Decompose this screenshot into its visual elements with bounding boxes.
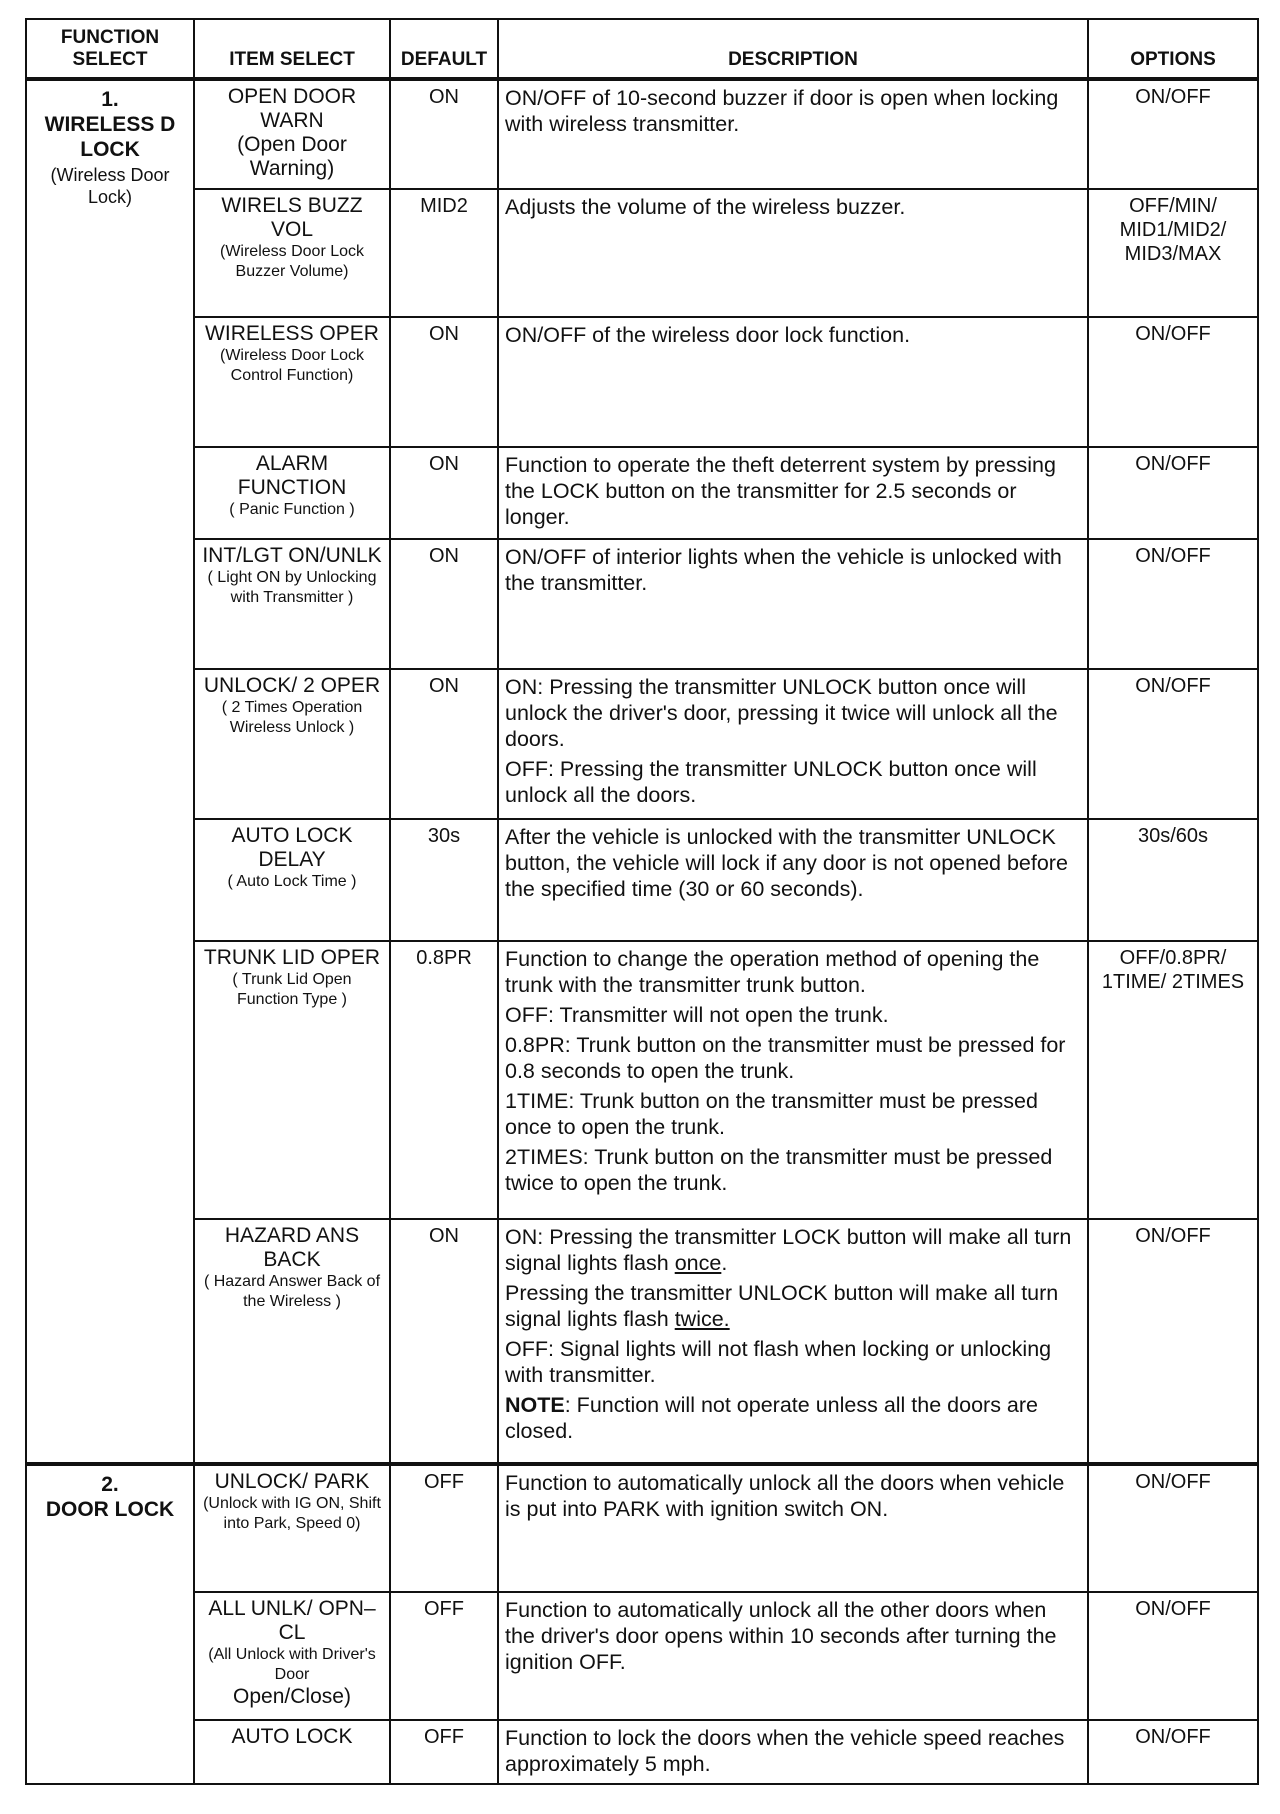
description-text-part: ON: Pressing the transmitter LOCK button will make all turn signal lights flash <box>505 1225 1072 1275</box>
table-row <box>26 539 1258 669</box>
default-cell <box>390 1219 498 1464</box>
options-cell <box>1088 1592 1258 1720</box>
description-text: Function to operate the theft deterrent system by pressing the LOCK button on the transmitter for 2.5 seconds or longer. <box>505 453 1056 529</box>
item-subtitle: (Wireless Door Lock Buzzer Volume) <box>219 243 365 280</box>
options-value: ON/OFF <box>1135 453 1211 475</box>
description-cell <box>498 819 1088 941</box>
options-value: ON/OFF <box>1135 675 1211 697</box>
options-cell <box>1088 941 1258 1219</box>
note-label: NOTE <box>505 1393 565 1417</box>
options-value: OFF/0.8PR/ 1TIME/ 2TIMES <box>1101 947 1245 993</box>
settings-table-document <box>25 18 1257 1785</box>
options-value: ON/OFF <box>1135 1598 1211 1620</box>
default-cell <box>390 79 498 189</box>
header-description: DESCRIPTION <box>498 19 1088 79</box>
underlined-word: twice. <box>674 1307 730 1331</box>
default-cell <box>390 317 498 447</box>
description-text: 2TIMES: Trunk button on the transmitter must be pressed twice to open the trunk. <box>505 1145 1053 1195</box>
underlined-word: once <box>674 1251 722 1275</box>
description-text: Function to automatically unlock all the other doors when the driver's door opens within 10 seconds after turning the ignition OFF. <box>505 1598 1057 1674</box>
item-cell <box>194 189 390 317</box>
item-cell <box>194 1219 390 1464</box>
description-cell <box>498 317 1088 447</box>
description-cell <box>498 539 1088 669</box>
table-row <box>26 941 1258 1219</box>
function-cell-wireless-d-lock <box>26 79 194 1464</box>
description-cell <box>498 447 1088 539</box>
item-subtitle: ( Auto Lock Time ) <box>227 873 357 890</box>
description-text: Function to lock the doors when the vehicle speed reaches approximately 5 mph. <box>505 1726 1065 1776</box>
description-cell <box>498 669 1088 819</box>
table-row <box>26 1592 1258 1720</box>
item-cell <box>194 539 390 669</box>
item-name: OPEN DOOR WARN <box>227 85 357 132</box>
table-row <box>26 819 1258 941</box>
options-cell <box>1088 1219 1258 1464</box>
options-cell <box>1088 669 1258 819</box>
function-cell-door-lock <box>26 1464 194 1784</box>
item-subtitle: ( 2 Times Operation Wireless Unlock ) <box>221 699 363 736</box>
default-value: 0.8PR <box>416 947 472 969</box>
description-text <box>505 1224 1081 1276</box>
item-cell <box>194 941 390 1219</box>
options-cell <box>1088 1464 1258 1592</box>
item-subtitle: (Open Door Warning) <box>237 133 347 180</box>
options-value: ON/OFF <box>1135 86 1211 108</box>
item-name: UNLOCK/ PARK <box>214 1470 370 1493</box>
options-cell <box>1088 1720 1258 1784</box>
item-cell <box>194 1464 390 1592</box>
description-cell <box>498 79 1088 189</box>
item-name: WIRELS BUZZ VOL <box>221 194 363 241</box>
description-text: OFF: Pressing the transmitter UNLOCK button once will unlock all the doors. <box>505 757 1037 807</box>
options-cell <box>1088 79 1258 189</box>
header-item-select: ITEM SELECT <box>194 19 390 79</box>
table-row <box>26 447 1258 539</box>
default-cell <box>390 669 498 819</box>
default-cell <box>390 819 498 941</box>
table-row <box>26 1720 1258 1784</box>
item-cell <box>194 1592 390 1720</box>
options-value: ON/OFF <box>1135 1471 1211 1493</box>
header-default: DEFAULT <box>390 19 498 79</box>
item-subtitle: (All Unlock with Driver's Door <box>208 1646 376 1683</box>
item-subtitle: ( Light ON by Unlocking with Transmitter ) <box>207 569 377 606</box>
header-function-select: FUNCTION SELECT <box>26 19 194 79</box>
default-value: OFF <box>424 1726 464 1748</box>
options-value: ON/OFF <box>1135 1225 1211 1247</box>
description-text-part: Pressing the transmitter UNLOCK button will make all turn signal lights flash <box>505 1281 1059 1331</box>
description-text <box>505 1280 1081 1332</box>
options-cell <box>1088 189 1258 317</box>
options-value: ON/OFF <box>1135 1726 1211 1748</box>
table-row <box>26 1464 1258 1592</box>
item-cell <box>194 447 390 539</box>
options-value: OFF/MIN/ MID1/MID2/ MID3/MAX <box>1119 195 1227 265</box>
item-name: ALL UNLK/ OPN–CL <box>208 1597 376 1644</box>
item-cell <box>194 819 390 941</box>
default-cell <box>390 941 498 1219</box>
item-name: WIRELESS OPER <box>205 322 379 345</box>
description-text: 1TIME: Trunk button on the transmitter must be pressed once to open the trunk. <box>505 1089 1038 1139</box>
description-text: Function to automatically unlock all the doors when vehicle is put into PARK with ignition switch ON. <box>505 1471 1065 1521</box>
options-value: ON/OFF <box>1135 323 1211 345</box>
function-number: 1. <box>101 88 119 111</box>
options-cell <box>1088 819 1258 941</box>
description-text: ON: Pressing the transmitter UNLOCK button once will unlock the driver's door, pressing it twice will unlock all the doors. <box>505 675 1058 751</box>
description-cell <box>498 189 1088 317</box>
options-value: ON/OFF <box>1135 545 1211 567</box>
description-text: OFF: Transmitter will not open the trunk. <box>505 1003 889 1027</box>
item-name: HAZARD ANS BACK <box>224 1224 360 1271</box>
description-text: 0.8PR: Trunk button on the transmitter must be pressed for 0.8 seconds to open the trunk. <box>505 1033 1066 1083</box>
item-name: UNLOCK/ 2 OPER <box>203 674 381 697</box>
options-cell <box>1088 539 1258 669</box>
default-value: OFF <box>424 1598 464 1620</box>
description-cell <box>498 1464 1088 1592</box>
default-value: 30s <box>427 825 461 847</box>
description-text: ON/OFF of 10-second buzzer if door is open when locking with wireless transmitter. <box>505 86 1059 136</box>
options-cell <box>1088 317 1258 447</box>
options-cell <box>1088 447 1258 539</box>
function-name: DOOR LOCK <box>45 1498 175 1521</box>
description-text: ON/OFF of the wireless door lock function. <box>505 323 911 347</box>
function-subtitle: (Wireless Door Lock) <box>50 165 170 207</box>
item-cell <box>194 1720 390 1784</box>
default-value: ON <box>429 86 459 108</box>
default-cell <box>390 1592 498 1720</box>
description-text: OFF: Signal lights will not flash when locking or unlocking with transmitter. <box>505 1337 1052 1387</box>
default-value: ON <box>429 1225 459 1247</box>
description-text: ON/OFF of interior lights when the vehicle is unlocked with the transmitter. <box>505 545 1062 595</box>
item-name: TRUNK LID OPER <box>203 946 381 969</box>
item-subtitle-continued: Open/Close) <box>233 1685 351 1708</box>
description-text: After the vehicle is unlocked with the transmitter UNLOCK button, the vehicle will lock if any door is not opened before the specified time (30 or 60 seconds). <box>505 825 1068 901</box>
options-value: 30s/60s <box>1137 825 1209 847</box>
header-options: OPTIONS <box>1088 19 1258 79</box>
description-cell <box>498 1219 1088 1464</box>
item-subtitle: (Unlock with IG ON, Shift into Park, Speed 0) <box>203 1495 381 1532</box>
header-row <box>26 19 1258 79</box>
function-number: 2. <box>101 1473 119 1496</box>
default-cell <box>390 1720 498 1784</box>
item-name: INT/LGT ON/UNLK <box>202 544 382 567</box>
table-row <box>26 1219 1258 1464</box>
default-value: ON <box>429 675 459 697</box>
item-name: ALARM FUNCTION <box>237 452 347 499</box>
customization-table <box>25 18 1259 1785</box>
table-row <box>26 79 1258 189</box>
default-value: ON <box>429 453 459 475</box>
item-name: AUTO LOCK DELAY <box>231 824 353 871</box>
description-text: Adjusts the volume of the wireless buzzer. <box>505 195 906 219</box>
note-body: : Function will not operate unless all the doors are closed. <box>505 1393 1038 1443</box>
default-cell <box>390 189 498 317</box>
description-text-part: . <box>721 1251 728 1275</box>
table-row <box>26 669 1258 819</box>
item-subtitle: (Wireless Door Lock Control Function) <box>219 347 365 384</box>
item-name: AUTO LOCK <box>231 1725 353 1748</box>
default-value: ON <box>429 545 459 567</box>
function-name: WIRELESS D LOCK <box>44 113 176 161</box>
table-row <box>26 189 1258 317</box>
item-subtitle: ( Trunk Lid Open Function Type ) <box>232 971 352 1008</box>
description-text: Function to change the operation method of opening the trunk with the transmitter trunk button. <box>505 947 1040 997</box>
item-subtitle: ( Hazard Answer Back of the Wireless ) <box>203 1273 381 1310</box>
note-text <box>505 1392 1081 1444</box>
description-cell <box>498 1720 1088 1784</box>
item-subtitle: ( Panic Function ) <box>229 501 355 518</box>
item-cell <box>194 669 390 819</box>
default-value: MID2 <box>420 195 468 217</box>
default-cell <box>390 539 498 669</box>
item-cell <box>194 79 390 189</box>
table-row <box>26 317 1258 447</box>
default-cell <box>390 447 498 539</box>
default-value: OFF <box>424 1471 464 1493</box>
item-cell <box>194 317 390 447</box>
default-cell <box>390 1464 498 1592</box>
description-cell <box>498 1592 1088 1720</box>
description-cell <box>498 941 1088 1219</box>
default-value: ON <box>429 323 459 345</box>
